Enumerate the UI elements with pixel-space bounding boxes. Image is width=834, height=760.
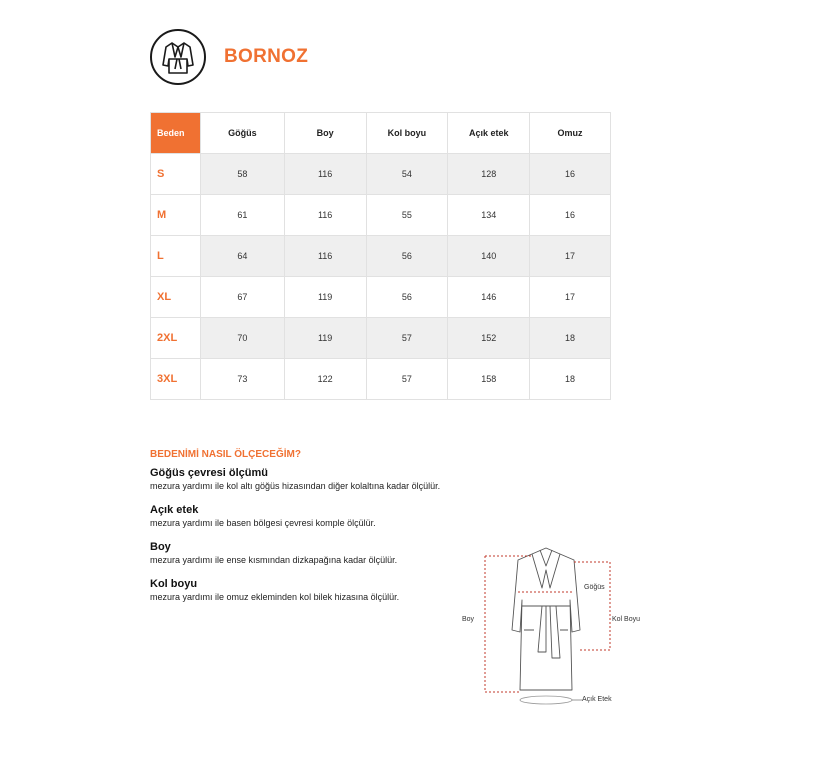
table-row bbox=[151, 277, 611, 318]
table-cell: 55 bbox=[366, 195, 448, 236]
table-cell: 56 bbox=[366, 277, 448, 318]
table-cell: 152 bbox=[448, 318, 530, 359]
diagram-label-gogus: Göğüs bbox=[584, 584, 605, 591]
guide-item-heading: Boy bbox=[150, 541, 171, 553]
page-title: BORNOZ bbox=[224, 46, 309, 67]
guide-item-text: mezura yardımı ile kol altı göğüs hizasından diğer kolaltına kadar ölçülür. bbox=[150, 481, 441, 491]
table-cell: 54 bbox=[366, 154, 448, 195]
col-header: Göğüs bbox=[200, 113, 284, 154]
table-cell: 134 bbox=[448, 195, 530, 236]
table-cell: 17 bbox=[530, 236, 611, 277]
table-cell: 146 bbox=[448, 277, 530, 318]
col-header: Kol boyu bbox=[366, 113, 448, 154]
table-header-row bbox=[151, 113, 611, 154]
table-row bbox=[151, 154, 611, 195]
col-header: Boy bbox=[284, 113, 366, 154]
size-label: 2XL bbox=[151, 318, 201, 359]
corner-header: Beden bbox=[151, 113, 201, 154]
table-cell: 119 bbox=[284, 318, 366, 359]
bathrobe-measurement-diagram bbox=[460, 540, 650, 710]
table-row bbox=[151, 236, 611, 277]
table-cell: 73 bbox=[200, 359, 284, 400]
table-row bbox=[151, 359, 611, 400]
table-cell: 16 bbox=[530, 154, 611, 195]
bathrobe-drawing-icon bbox=[460, 540, 650, 710]
diagram-label-boy: Boy bbox=[462, 616, 475, 623]
table-cell: 17 bbox=[530, 277, 611, 318]
guide-item-heading: Kol boyu bbox=[150, 578, 198, 590]
guide-item-text: mezura yardımı ile ense kısmından dizkapağına kadar ölçülür. bbox=[150, 555, 398, 565]
size-label: M bbox=[151, 195, 201, 236]
table-cell: 61 bbox=[200, 195, 284, 236]
size-table bbox=[150, 112, 611, 400]
guide-item-gogus bbox=[150, 466, 610, 493]
bathrobe-icon bbox=[150, 29, 206, 85]
diagram-label-acik-etek: Açık Etek bbox=[582, 696, 612, 703]
table-cell: 116 bbox=[284, 154, 366, 195]
diagram-label-kol-boyu: Kol Boyu bbox=[612, 616, 641, 623]
table-cell: 67 bbox=[200, 277, 284, 318]
table-row bbox=[151, 195, 611, 236]
size-label: 3XL bbox=[151, 359, 201, 400]
size-label: L bbox=[151, 236, 201, 277]
table-cell: 116 bbox=[284, 236, 366, 277]
table-cell: 57 bbox=[366, 318, 448, 359]
table-cell: 16 bbox=[530, 195, 611, 236]
table-cell: 57 bbox=[366, 359, 448, 400]
table-cell: 70 bbox=[200, 318, 284, 359]
guide-item-text: mezura yardımı ile omuz ekleminden kol bilek hizasına ölçülür. bbox=[150, 592, 400, 602]
col-header: Omuz bbox=[530, 113, 611, 154]
size-label: XL bbox=[151, 277, 201, 318]
table-cell: 18 bbox=[530, 359, 611, 400]
table-cell: 128 bbox=[448, 154, 530, 195]
guide-title: BEDENİMİ NASIL ÖLÇECEĞİM? bbox=[150, 449, 301, 460]
table-cell: 58 bbox=[200, 154, 284, 195]
table-cell: 56 bbox=[366, 236, 448, 277]
table-cell: 140 bbox=[448, 236, 530, 277]
size-label: S bbox=[151, 154, 201, 195]
table-cell: 158 bbox=[448, 359, 530, 400]
table-cell: 122 bbox=[284, 359, 366, 400]
table-cell: 64 bbox=[200, 236, 284, 277]
col-header: Açık etek bbox=[448, 113, 530, 154]
guide-item-text: mezura yardımı ile basen bölgesi çevresi komple ölçülür. bbox=[150, 518, 376, 528]
table-cell: 116 bbox=[284, 195, 366, 236]
guide-item-heading: Açık etek bbox=[150, 504, 199, 516]
page-header bbox=[150, 28, 308, 86]
guide-item-acik-etek bbox=[150, 503, 610, 530]
table-cell: 119 bbox=[284, 277, 366, 318]
table-cell: 18 bbox=[530, 318, 611, 359]
table-row bbox=[151, 318, 611, 359]
guide-item-heading: Göğüs çevresi ölçümü bbox=[150, 467, 268, 479]
